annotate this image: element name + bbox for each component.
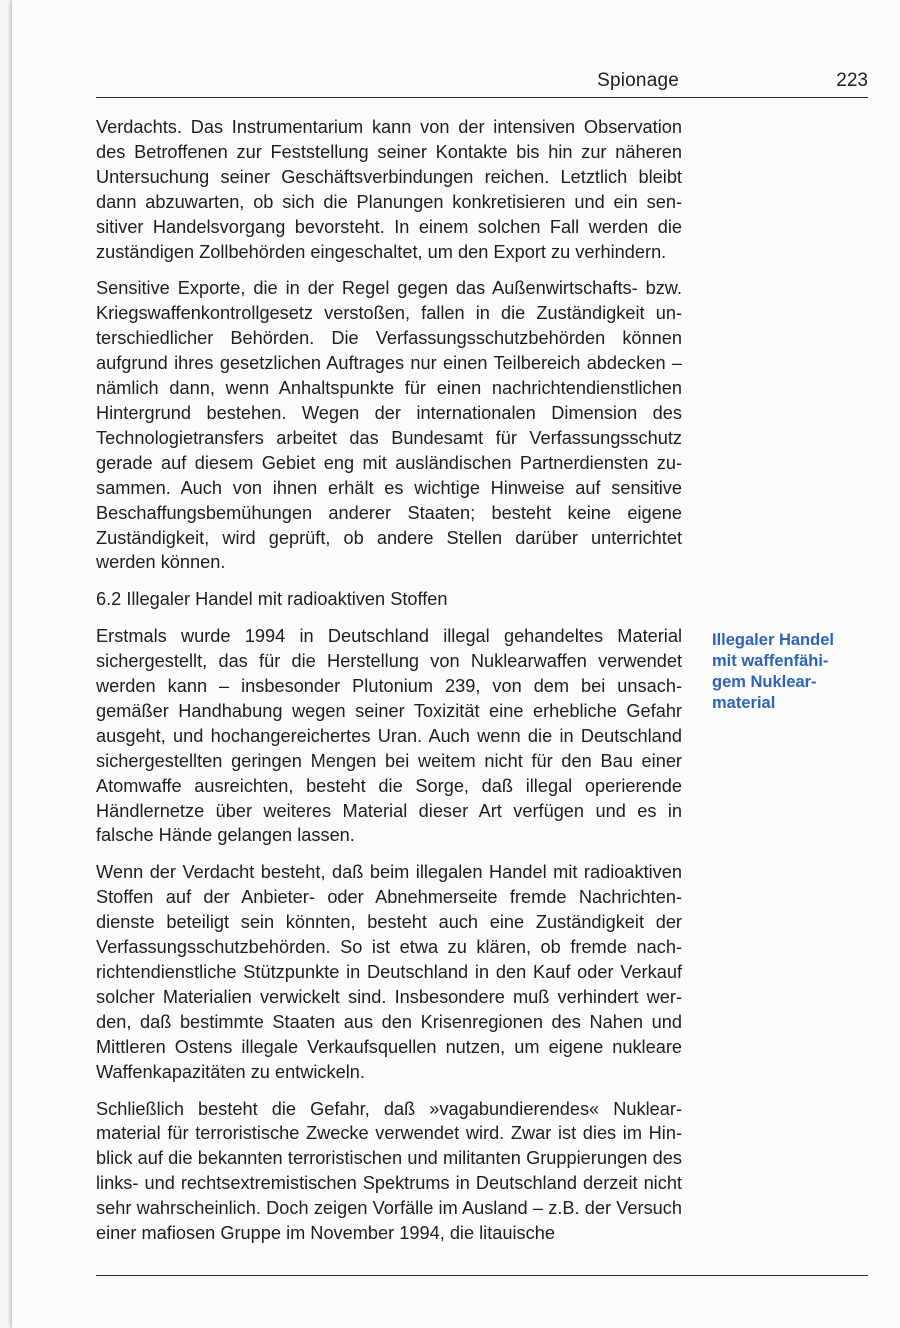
paragraph-1: Verdachts. Das Instrumentarium kann von der intensiven Observation des Betroffenen zur Feststellung seiner Kontakte bis hin zur näheren Untersuchung seiner Geschäftsverbindungen reichen. Letztlich bleibt dann abzuwarten, ob sich die Planungen konkretisieren und ein sensitiver Handelsvorgang bevorsteht. In einem solchen Fall werden die zuständigen Zollbehörden eingeschaltet, um den Export zu verhindern.	[96, 117, 682, 262]
paragraph-2: Sensitive Exporte, die in der Regel gegen das Außenwirtschafts- bzw. Kriegswaffenkontrollgesetz verstoßen, fallen in die Zuständigkeit unterschiedlicher Behörden. Die Verfassungsschutzbehörden können aufgrund ihres gesetzlichen Auftrages nur einen Teilbereich abdecken – nämlich dann, wenn Anhaltspunkte für einen nachrichtendienstlichen Hintergrund bestehen. Wegen der internationalen Dimension des Technologietransfers arbeitet das Bundesamt für Verfassungsschutz gerade auf diesem Gebiet eng mit ausländischen Partnerdiensten zusammen. Auch von ihnen erhält es wichtige Hinweise auf sensitive Beschaffungsbemühungen anderer Staaten; besteht keine eigene Zuständigkeit, wird geprüft, ob andere Stellen darüber unterrichtet werden können.	[96, 278, 682, 573]
header-rule	[96, 97, 868, 98]
margin-note-line-3: gem Nuklear-	[712, 673, 817, 691]
page-number: 223	[836, 70, 868, 91]
running-head-section: Spionage	[597, 70, 679, 91]
footer-rule	[96, 1275, 868, 1276]
margin-note-line-2: mit waffenfähi-	[712, 652, 829, 670]
paragraph-3: Erstmals wurde 1994 in Deutschland illegal gehandeltes Material sichergestellt, das für die Herstellung von Nuklearwaffen verwendet werden kann – insbesonder Plutonium 239, von dem bei unsachgemäßer Handhabung wegen seiner Toxizität eine erhebliche Gefahr ausgeht, und hochangereichertes Uran. Auch wenn die in Deutschland sichergestellten geringen Mengen bei weitem nicht für den Bau einer Atomwaffe ausreichten, besteht die Sorge, daß illegal operierende Händlernetze über weiteres Material dieser Art verfügen und es in falsche Hände gelangen lassen.	[96, 626, 682, 846]
margin-note-line-4: material	[712, 694, 776, 712]
body-text	[96, 115, 682, 1258]
running-head	[96, 70, 868, 96]
margin-note	[712, 630, 872, 714]
section-heading: 6.2 Illegaler Handel mit radioaktiven Stoffen	[96, 589, 448, 610]
margin-note-line-1: Illegaler Handel	[712, 631, 834, 649]
paragraph-5: Schließlich besteht die Gefahr, daß »vagabundierendes« Nuklearmaterial für terroristische Zwecke verwendet wird. Zwar ist dies im Hinblick auf die bekannten terroristischen und militanten Gruppierungen des links- und rechtsextremistischen Spektrums in Deutschland derzeit nicht sehr wahrscheinlich. Doch zeigen Vorfälle im Ausland – z.B. der Versuch einer mafiosen Gruppe im November 1994, die litauische	[96, 1098, 682, 1244]
paragraph-4: Wenn der Verdacht besteht, daß beim illegalen Handel mit radioaktiven Stoffen auf der Anbieter- oder Abnehmerseite fremde Nachrichtendienste beteiligt sein könnten, besteht auch eine Zuständigkeit der Verfassungsschutzbehörden. So ist etwa zu klären, ob fremde nachrichtendienstliche Stützpunkte in Deutschland in den Kauf oder Verkauf solcher Materialien verwickelt sind. Insbesondere muß verhindert werden, daß bestimmte Staaten aus den Krisenregionen des Nahen und Mittleren Ostens illegale Verkaufsquellen nutzen, um eigene nukleare Waffenkapazitäten zu entwickeln.	[96, 862, 682, 1082]
